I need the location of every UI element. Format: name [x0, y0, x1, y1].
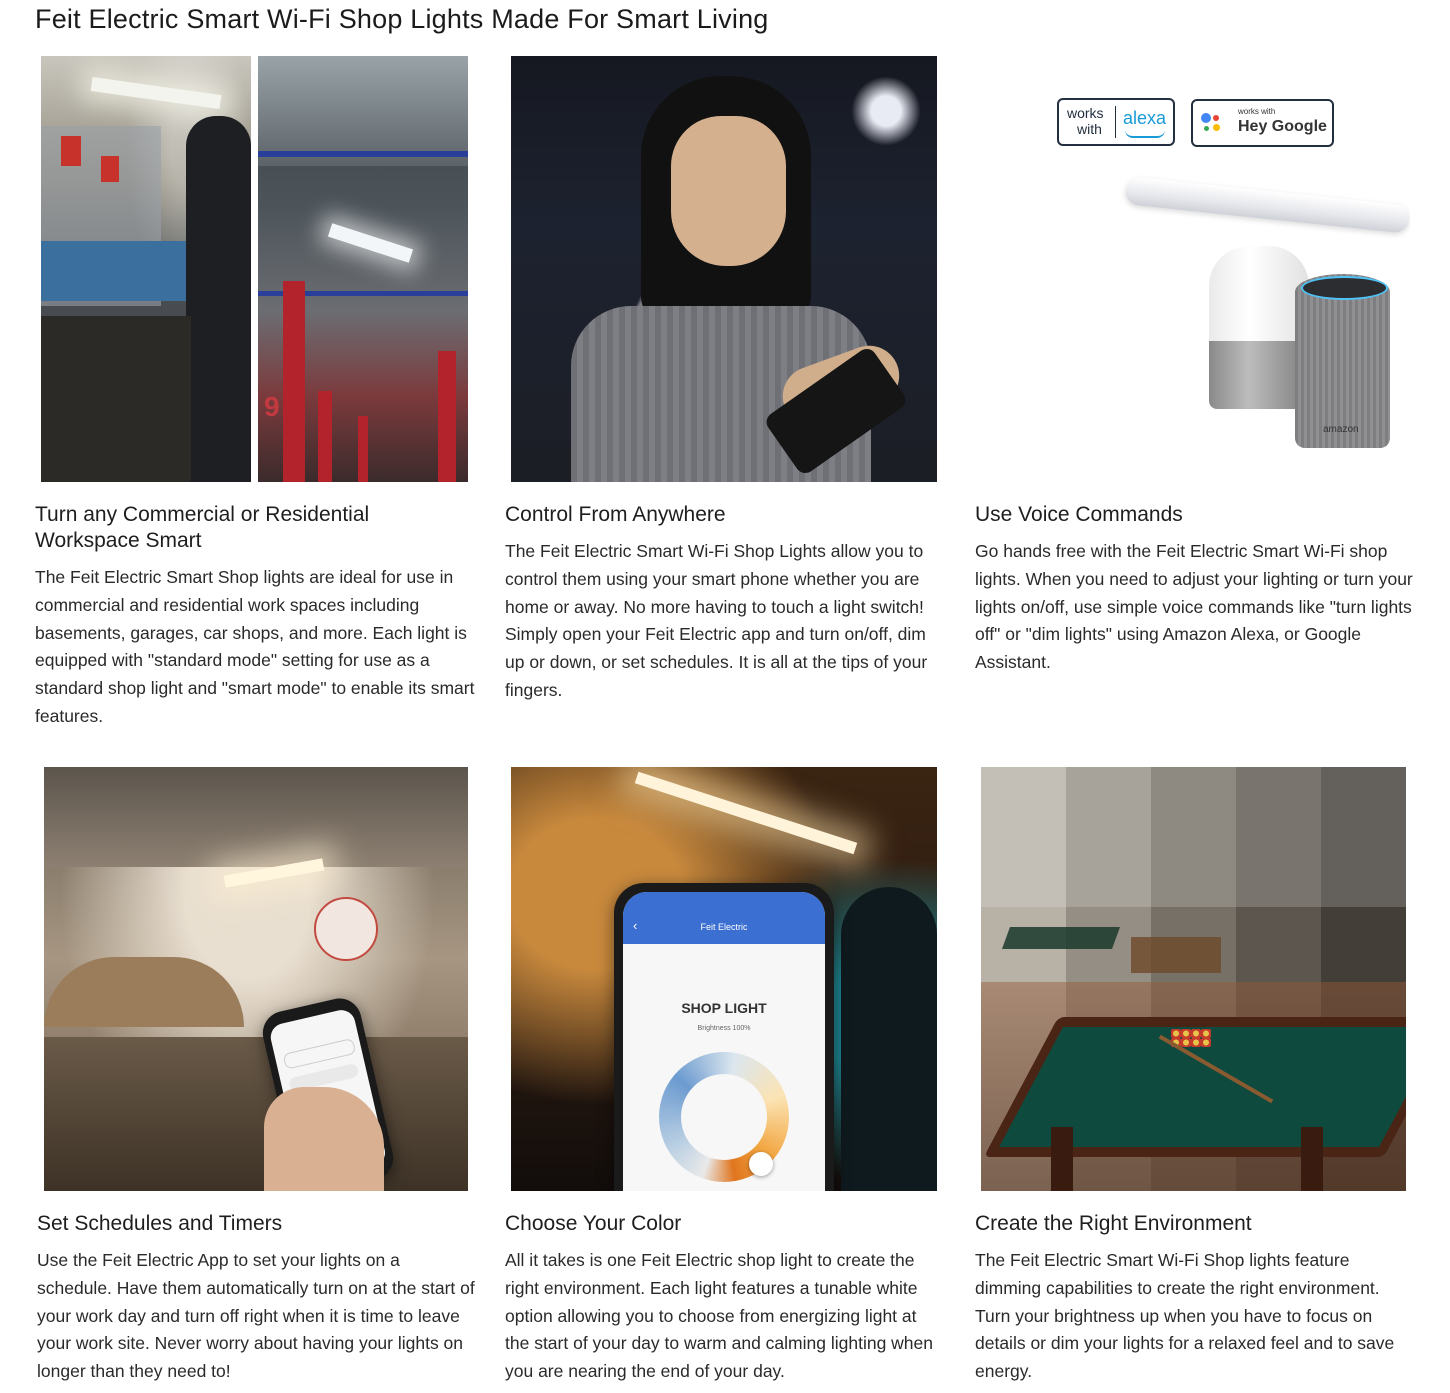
hey-google-wordmark: Hey Google: [1238, 118, 1327, 135]
badge-works-text: works: [1067, 105, 1104, 121]
feature-body: Use the Feit Electric App to set your lights on a schedule. Have them automatically turn on at the start of your work day and turn off right when it is time to leave your work site. Never worry about having your lights on longer than they need to!: [37, 1250, 475, 1382]
badge-with-text: with: [1077, 121, 1102, 137]
feature-control: [505, 502, 945, 705]
workshop-photo: [41, 56, 251, 482]
feature-title: Create the Right Environment: [975, 1212, 1252, 1235]
feature-body: The Feit Electric Smart Wi-Fi Shop lights feature dimming capabilities to create the right environment. Turn your brightness up when you have to focus on details or dim your lights for a relaxed feel and to save energy.: [975, 1250, 1395, 1382]
feature-title: Set Schedules and Timers: [37, 1212, 283, 1235]
feature-environment: [975, 1211, 1415, 1386]
feature-title: Turn any Commercial or Residential Workspace Smart: [35, 503, 370, 552]
google-home-speaker: [1209, 246, 1309, 409]
feature-color: [505, 1211, 945, 1386]
pool-room-photo: [981, 767, 1406, 1191]
feature-title: Use Voice Commands: [975, 503, 1183, 526]
color-slider-handle[interactable]: [749, 1152, 773, 1176]
feature-body: The Feit Electric Smart Shop lights are ideal for use in commercial and residential work spaces including basements, garages, car shops, and more. Each light is equipped with "standard mode" setting for use as a standard shop light and "smart mode" to enable its smart features.: [35, 567, 475, 726]
alexa-wordmark: alexa: [1123, 108, 1167, 128]
works-with-google-badge: [1191, 99, 1334, 147]
feature-schedules: [37, 1211, 477, 1386]
garage-number: 9: [264, 391, 280, 422]
alexa-smile-icon: [1125, 130, 1165, 138]
voice-devices-image: [980, 56, 1410, 482]
feature-title: Choose Your Color: [505, 1212, 682, 1235]
feature-voice: [975, 502, 1415, 677]
garage-photo: [258, 56, 468, 482]
page-title: Feit Electric Smart Wi-Fi Shop Lights Made For Smart Living: [35, 4, 769, 34]
color-app-photo: [511, 767, 937, 1191]
shop-light-tube: [1124, 176, 1410, 234]
amazon-logo: amazon: [1323, 424, 1359, 435]
feature-body: Go hands free with the Feit Electric Smart Wi-Fi shop lights. When you need to adjust your lighting or turn your lights on/off, use simple voice commands like "turn lights off" or "dim lights" using Amazon Alexa, or Google Assistant.: [975, 541, 1413, 673]
color-app-phone: [614, 883, 834, 1191]
app-brightness-text: Brightness 100%: [697, 1025, 751, 1032]
woman-phone-photo: [511, 56, 937, 482]
feature-title: Control From Anywhere: [505, 503, 726, 526]
app-shop-light-title: SHOP LIGHT: [681, 1000, 767, 1016]
feature-body: All it takes is one Feit Electric shop light to create the right environment. Each light features a tunable white option allowing you to choose from energizing light at the start of your day to warm and calming lighting when you are nearing the end of your day.: [505, 1250, 933, 1382]
feature-workspace: [35, 502, 475, 731]
google-assistant-icon: [1201, 113, 1223, 135]
color-temperature-ring[interactable]: [659, 1052, 789, 1182]
works-with-alexa-badge: [1057, 98, 1175, 146]
back-arrow-icon: ‹: [633, 918, 638, 933]
skatepark-phone-photo: [44, 767, 468, 1191]
app-header-title: Feit Electric: [700, 922, 748, 932]
amazon-echo-speaker: [1295, 274, 1390, 448]
feature-body: The Feit Electric Smart Wi-Fi Shop Lights allow you to control them using your smart phone whether you are home or away. No more having to touch a light switch! Simply open your Feit Electric app and turn on/off, dim up or down, or set schedules. It is all at the tips of your fingers.: [505, 541, 928, 700]
badge-works-with-text: works with: [1238, 107, 1276, 116]
